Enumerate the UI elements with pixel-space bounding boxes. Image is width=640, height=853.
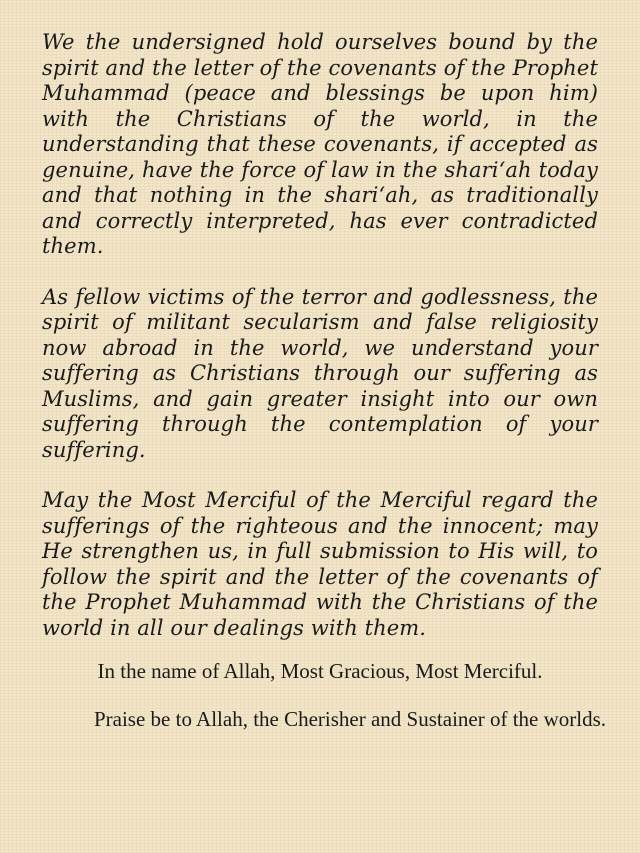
paragraph-prayer: May the Most Merciful of the Merciful regard the sufferings of the righteous and the innocent; may He strengthen us, in full submission to His will, to follow the spirit and the letter of the covenants of the Prophet Muhammad with the Christians of the world in all our dealings with them. bbox=[42, 488, 598, 640]
paragraph-fellow-victims: As fellow victims of the terror and godlessness, the spirit of militant secularism and false religiosity now abroad in the world, we understand your suffering as Christians through our suffering as Muslims, and gain greater insight into our own suffering through the contemplation of your suffering. bbox=[42, 284, 598, 462]
invocation-praise: Praise be to Allah, the Cherisher and Sustainer of the worlds. bbox=[93, 707, 607, 731]
paragraph-covenant-pledge: We the undersigned hold ourselves bound by the spirit and the letter of the covenants of the Prophet Muhammad (peace and blessings be upon him) with the Christians of the world, in the understanding that these covenants, if accepted as genuine, have the force of law in the shari‘ah today and that nothing in the shari‘ah, as traditionally and correctly interpreted, has ever contradicted them. bbox=[42, 30, 598, 258]
invocation-basmala: In the name of Allah, Most Gracious, Most Merciful. bbox=[97, 659, 543, 683]
document-page bbox=[42, 30, 607, 732]
